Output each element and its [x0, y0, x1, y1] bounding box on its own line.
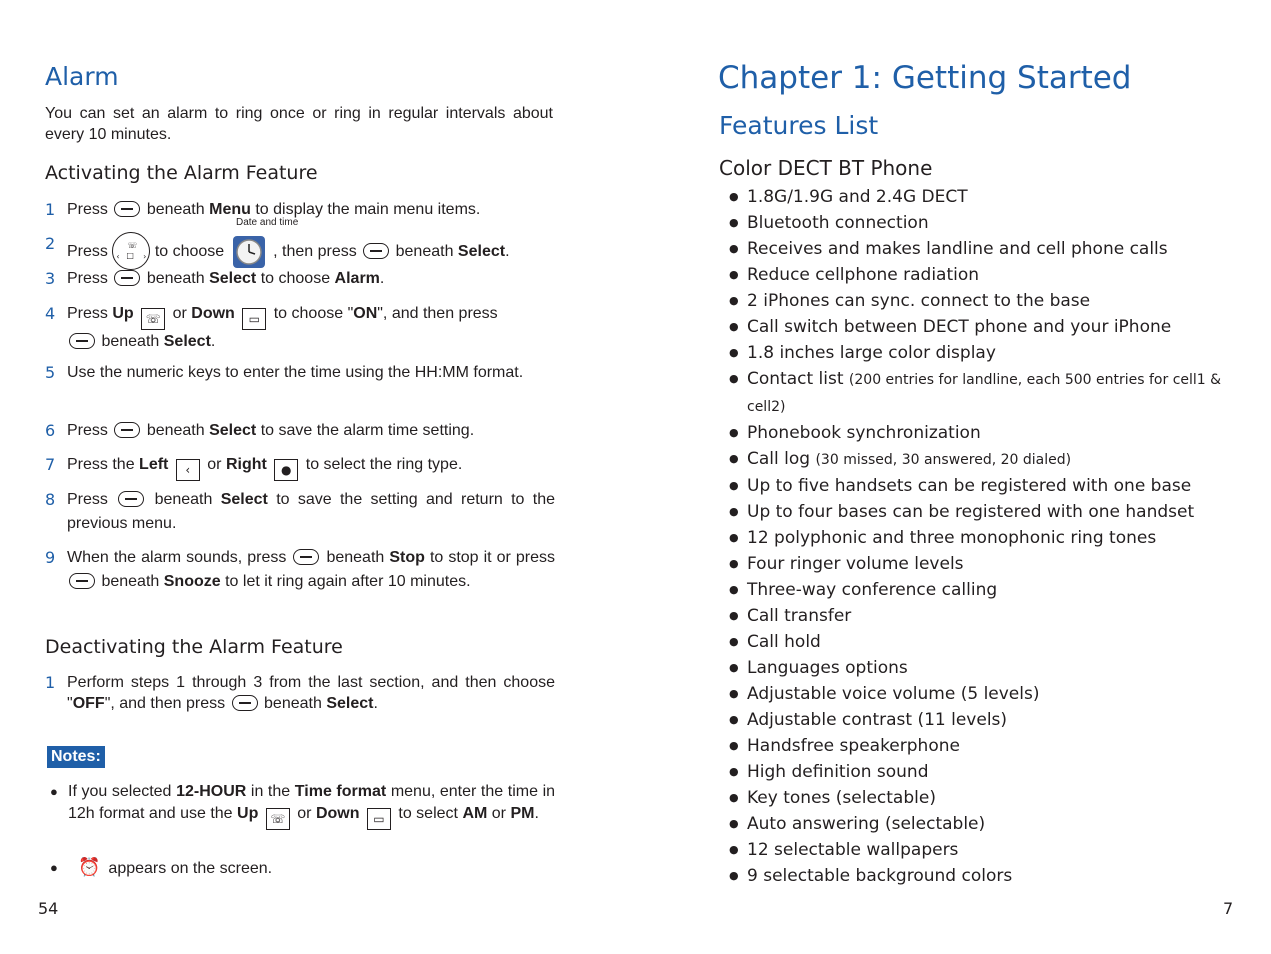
deactivate-step-1: 1 Perform steps 1 through 3 from the last section, and then choose "OFF", and then press beneath Select. — [45, 673, 555, 712]
soft-key-icon — [293, 549, 319, 565]
step-4: 4 Press Up ☏ or Down ▭ to choose "ON", and then press beneath Select. — [45, 304, 498, 350]
feature-item: ● Adjustable voice volume (5 levels) — [729, 681, 1229, 707]
feature-item: ● Adjustable contrast (11 levels) — [729, 707, 1229, 733]
soft-key-icon — [114, 422, 140, 438]
feature-item: ● 1.8 inches large color display — [729, 340, 1229, 366]
up-key-icon: ☏ — [141, 308, 165, 330]
deactivating-heading: Deactivating the Alarm Feature — [45, 636, 343, 658]
feature-item: ● Phonebook synchronization — [729, 420, 1229, 446]
feature-item: ● Bluetooth connection — [729, 210, 1229, 236]
feature-item: ● Three-way conference calling — [729, 577, 1229, 603]
up-key-icon: ☏ — [266, 808, 290, 830]
chapter-title: Chapter 1: Getting Started — [718, 60, 1132, 96]
step-3: 3 Press beneath Select to choose Alarm. — [45, 267, 555, 291]
down-key-icon: ▭ — [242, 308, 266, 330]
icon-caption: Date and time — [236, 217, 299, 228]
step-number: 1 — [45, 673, 56, 692]
step-number: 4 — [45, 304, 56, 323]
feature-item: ● Contact list (200 entries for landline, each 500 entries for cell1 & cell2) — [729, 366, 1229, 420]
step-1: 1 Press beneath Menu to display the main menu items. — [45, 198, 555, 222]
feature-item: ● Call transfer — [729, 603, 1229, 629]
feature-item: ● Call switch between DECT phone and your iPhone — [729, 314, 1229, 340]
feature-item: ● Key tones (selectable) — [729, 785, 1229, 811]
feature-item: ● 9 selectable background colors — [729, 863, 1229, 889]
alarm-clock-icon: ⏰ — [78, 857, 101, 878]
feature-item: ● Reduce cellphone radiation — [729, 262, 1229, 288]
step-number: 9 — [45, 548, 56, 567]
note-1: ● If you selected 12-HOUR in the Time format menu, enter the time in 12h format and use the Up ☏ or Down ▭ to select AM or PM. — [50, 781, 555, 830]
intro-text: You can set an alarm to ring once or ring in regular intervals about every 10 minutes. — [45, 105, 553, 143]
feature-item: ● Receives and makes landline and cell phone calls — [729, 236, 1229, 262]
features-list — [729, 184, 1229, 889]
feature-item: ● 12 selectable wallpapers — [729, 837, 1229, 863]
feature-item: ● 12 polyphonic and three monophonic ring tones — [729, 525, 1229, 551]
section-title: Features List — [719, 111, 879, 140]
soft-key-icon — [118, 491, 144, 507]
step-5: 5 Use the numeric keys to enter the time using the HH:MM format. — [45, 361, 555, 385]
soft-key-icon — [114, 270, 140, 286]
page-title: Alarm — [45, 62, 119, 91]
bullet-icon: ● — [50, 860, 58, 875]
soft-key-icon — [232, 695, 258, 711]
feature-item: ● Four ringer volume levels — [729, 551, 1229, 577]
step-7: 7 Press the Left ‹ or Right ● to select the ring type. — [45, 453, 555, 481]
nav-key-icon: ☏ ‹ › □ — [112, 232, 150, 270]
step-9: 9 When the alarm sounds, press beneath Stop to stop it or press beneath Snooze to let it ring again after 10 minutes. — [45, 548, 556, 590]
feature-item: ● Languages options — [729, 655, 1229, 681]
step-number: 5 — [45, 363, 56, 382]
soft-key-icon — [69, 333, 95, 349]
step-8: 8 Press beneath Select to save the setting and return to the previous menu. — [45, 490, 556, 532]
feature-item: ● 1.8G/1.9G and 2.4G DECT — [729, 184, 1229, 210]
down-key-icon: ▭ — [367, 808, 391, 830]
feature-item: ● Auto answering (selectable) — [729, 811, 1229, 837]
feature-item: ● Up to five handsets can be registered with one base — [729, 473, 1229, 499]
step-number: 1 — [45, 200, 56, 219]
step-number: 6 — [45, 421, 56, 440]
notes-label: Notes: — [47, 746, 105, 768]
step-number: 8 — [45, 490, 56, 509]
note-2: ● ⏰ appears on the screen. — [50, 857, 273, 878]
date-time-clock-icon — [233, 236, 265, 268]
step-number: 2 — [45, 234, 56, 253]
feature-item: ● High definition sound — [729, 759, 1229, 785]
activating-heading: Activating the Alarm Feature — [45, 162, 318, 184]
feature-item: ● Call log (30 missed, 30 answered, 20 dialed) — [729, 446, 1229, 473]
subsection-title: Color DECT BT Phone — [719, 156, 933, 180]
left-key-icon: ‹ — [176, 459, 200, 481]
bullet-icon: ● — [50, 784, 58, 799]
step-2: 2 Press ☏ ‹ › □ to choose , then press beneath Select. — [45, 232, 555, 270]
feature-item: ● Up to four bases can be registered with one handset — [729, 499, 1229, 525]
step-number: 3 — [45, 269, 56, 288]
left-page — [0, 0, 620, 954]
soft-key-icon — [363, 243, 389, 259]
step-6: 6 Press beneath Select to save the alarm time setting. — [45, 419, 555, 443]
feature-item: ● Call hold — [729, 629, 1229, 655]
step-number: 7 — [45, 455, 56, 474]
page-number: 54 — [38, 899, 59, 918]
feature-item: ● 2 iPhones can sync. connect to the base — [729, 288, 1229, 314]
soft-key-icon — [69, 573, 95, 589]
right-key-icon: ● — [274, 459, 298, 481]
soft-key-icon — [114, 201, 140, 217]
page-number: 7 — [1223, 899, 1234, 918]
feature-item: ● Handsfree speakerphone — [729, 733, 1229, 759]
